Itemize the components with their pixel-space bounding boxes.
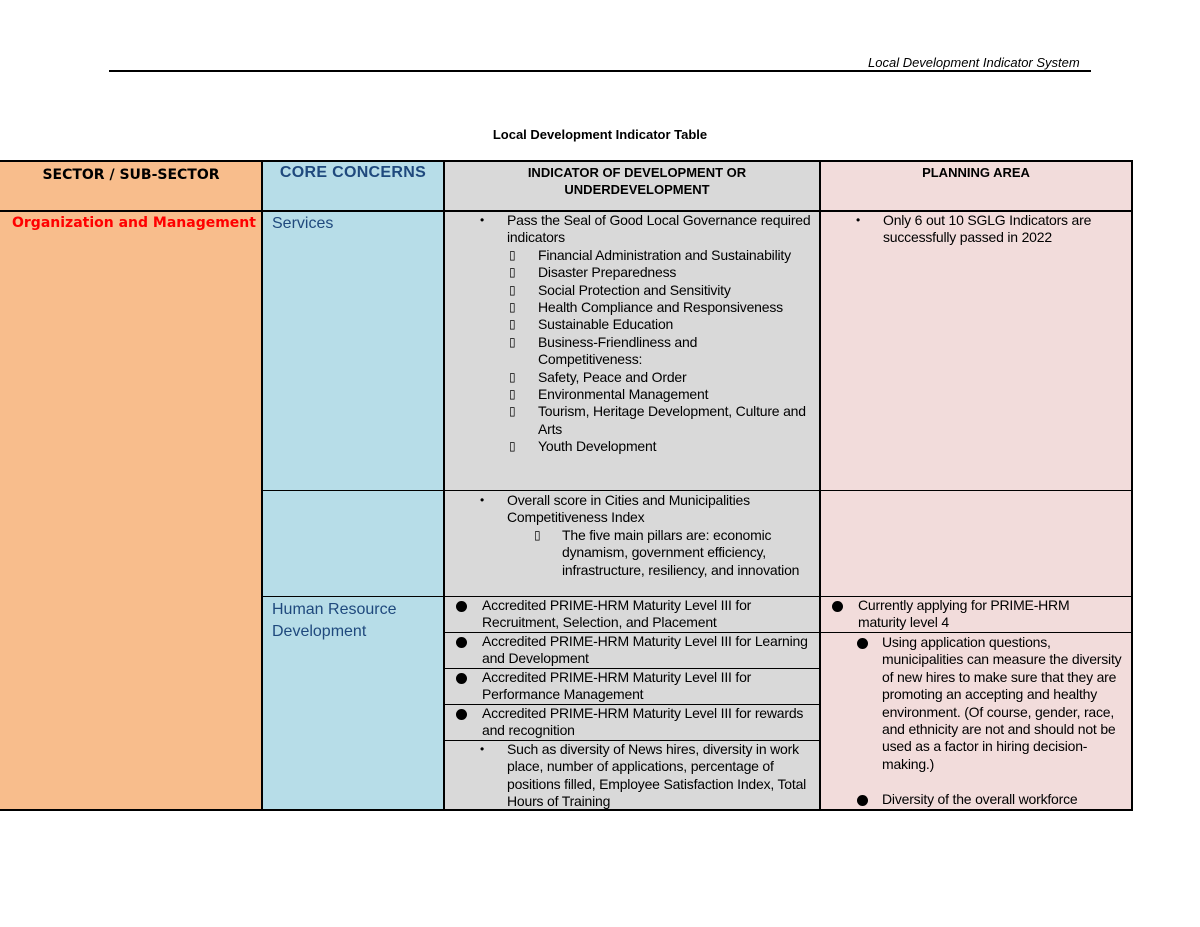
- bullet-icon: •: [480, 742, 485, 756]
- sub-bullet-icon: ▯: [509, 300, 516, 315]
- services-sub-item: [444, 403, 820, 438]
- header-indicator-label: INDICATOR OF DEVELOPMENT OR UNDERDEVELOPMENT: [527, 165, 747, 197]
- table-border-row2: [262, 596, 1133, 597]
- table-border-col1: [261, 160, 263, 811]
- planning-hrd: [820, 597, 1132, 810]
- header-planning: [820, 161, 1132, 211]
- table-border-right: [1131, 160, 1133, 811]
- cmci-main-text: Overall score in Cities and Municipalities Competitiveness Index: [507, 492, 750, 526]
- indicator-hrd: [444, 597, 820, 810]
- row-divider: [444, 632, 820, 633]
- services-sub-item: [444, 369, 820, 386]
- hrd-extra-item: [444, 741, 820, 810]
- header-sector-label: SECTOR / SUB-SECTOR: [42, 167, 220, 183]
- row-divider: [444, 668, 820, 669]
- services-sub-text: Youth Development: [538, 438, 657, 455]
- bullet-icon: [456, 601, 467, 612]
- table-border-header: [0, 210, 1133, 212]
- bullet-icon: •: [856, 213, 861, 227]
- bullet-icon: •: [480, 213, 485, 227]
- table-border-top: [0, 160, 1133, 162]
- planning-hrd-sub1-text: Using application questions, municipalities can measure the diversity of new hires to make sure that they are promoting an accepting and healthy environment. (Of course, gender, race, and ethnicity are not and should not be used as a factor in hiring decision-making.): [882, 634, 1122, 772]
- planning-services-item: [820, 212, 1132, 247]
- sub-bullet-icon: ▯: [509, 369, 516, 384]
- core-cell-cmci: [262, 491, 444, 597]
- row-divider: [820, 632, 1132, 633]
- core-services-label: Services: [272, 215, 334, 232]
- bullet-icon: [456, 709, 467, 720]
- bullet-icon: [857, 638, 868, 649]
- planning-hrd-sub2: [820, 791, 1132, 810]
- header-rule: [109, 70, 1091, 72]
- services-sub-item: [444, 334, 820, 369]
- planning-hrd-main-text: Currently applying for PRIME-HRM maturity level 4: [858, 597, 1070, 631]
- services-main-text: Pass the Seal of Good Local Governance required indicators: [507, 212, 811, 246]
- cmci-sub-text: The five main pillars are: economic dynamism, government efficiency, infrastructure, resiliency, and innovation: [562, 526, 800, 578]
- core-cell-services: [262, 211, 444, 491]
- header-planning-label: PLANNING AREA: [922, 165, 1030, 180]
- sector-cell: [0, 211, 262, 810]
- row-divider: [444, 740, 820, 741]
- sub-bullet-icon: ▯: [509, 404, 516, 419]
- sub-bullet-icon: ▯: [509, 439, 516, 454]
- hrd-item: [444, 705, 820, 741]
- planning-hrd-sub2-text: Diversity of the overall workforce: [882, 791, 1078, 807]
- sub-bullet-icon: ▯: [509, 265, 516, 280]
- services-sub-text: Environmental Management: [538, 386, 709, 403]
- services-main-item: [444, 212, 820, 247]
- table-border-row1: [262, 490, 1133, 491]
- sub-bullet-icon: ▯: [509, 317, 516, 332]
- services-sub-item: [444, 438, 820, 455]
- sub-bullet-icon: ▯: [534, 527, 541, 542]
- services-sub-text: Social Protection and Sensitivity: [538, 281, 731, 298]
- services-sub-text: Business-Friendliness and Competitiveness:: [538, 333, 698, 368]
- services-sub-item: [444, 299, 820, 316]
- services-sub-text: Financial Administration and Sustainability: [538, 246, 791, 263]
- header-indicator: [444, 161, 820, 211]
- table-border-bottom: [0, 809, 1133, 811]
- bullet-icon: •: [480, 493, 485, 507]
- hrd-item-text: Accredited PRIME-HRM Maturity Level III for rewards and recognition: [482, 705, 804, 739]
- sub-bullet-icon: ▯: [509, 334, 516, 349]
- cmci-main-item: [444, 492, 820, 527]
- sub-bullet-icon: ▯: [509, 247, 516, 262]
- bullet-icon: [832, 601, 843, 612]
- table-border-col3: [819, 160, 821, 811]
- hrd-extra-text: Such as diversity of News hires, diversity in work place, number of applications, percentage of positions filled, Employee Satisfaction Index, Total Hours of Training: [507, 741, 807, 810]
- core-hrd-label: Human Resource Development: [272, 601, 397, 640]
- hrd-item-text: Accredited PRIME-HRM Maturity Level III for Recruitment, Selection, and Placement: [482, 597, 752, 631]
- planning-hrd-main: [820, 597, 1132, 632]
- planning-services: [820, 211, 1132, 491]
- hrd-item: [444, 669, 820, 705]
- row-divider: [444, 704, 820, 705]
- indicator-cmci: [444, 491, 820, 597]
- services-sub-item: [444, 316, 820, 333]
- sub-bullet-icon: ▯: [509, 282, 516, 297]
- services-sub-item: [444, 247, 820, 264]
- hrd-item: [444, 597, 820, 633]
- planning-hrd-sub1: [820, 634, 1132, 790]
- bullet-icon: [456, 673, 467, 684]
- planning-services-text: Only 6 out 10 SGLG Indicators are successfully passed in 2022: [883, 212, 1092, 246]
- indicator-services: [444, 211, 820, 491]
- cmci-sub-item: [444, 527, 820, 579]
- hrd-item: [444, 633, 820, 669]
- header-sector: [0, 161, 262, 211]
- services-sub-item: [444, 386, 820, 403]
- core-cell-hrd: [262, 597, 444, 810]
- services-sub-text: Tourism, Heritage Development, Culture and Arts: [538, 403, 806, 437]
- planning-cmci: [820, 491, 1132, 597]
- bullet-icon: [857, 795, 868, 806]
- services-sub-text: Disaster Preparedness: [538, 264, 677, 281]
- services-sub-text: Sustainable Education: [538, 316, 674, 333]
- services-sub-text: Health Compliance and Responsiveness: [538, 299, 783, 316]
- header-core-concerns: [262, 161, 444, 211]
- services-sub-item: [444, 264, 820, 281]
- sector-name: Organization and Management: [12, 215, 256, 231]
- hrd-item-text: Accredited PRIME-HRM Maturity Level III for Learning and Development: [482, 633, 808, 667]
- header-core-label: CORE CONCERNS: [279, 164, 427, 181]
- bullet-icon: [456, 637, 467, 648]
- services-sub-text: Safety, Peace and Order: [538, 368, 687, 385]
- table-border-col2: [443, 160, 445, 811]
- hrd-item-text: Accredited PRIME-HRM Maturity Level III for Performance Management: [482, 669, 752, 703]
- running-header: Local Development Indicator System: [868, 55, 1080, 70]
- table-title: Local Development Indicator Table: [492, 127, 708, 142]
- services-sub-item: [444, 282, 820, 299]
- sub-bullet-icon: ▯: [509, 387, 516, 402]
